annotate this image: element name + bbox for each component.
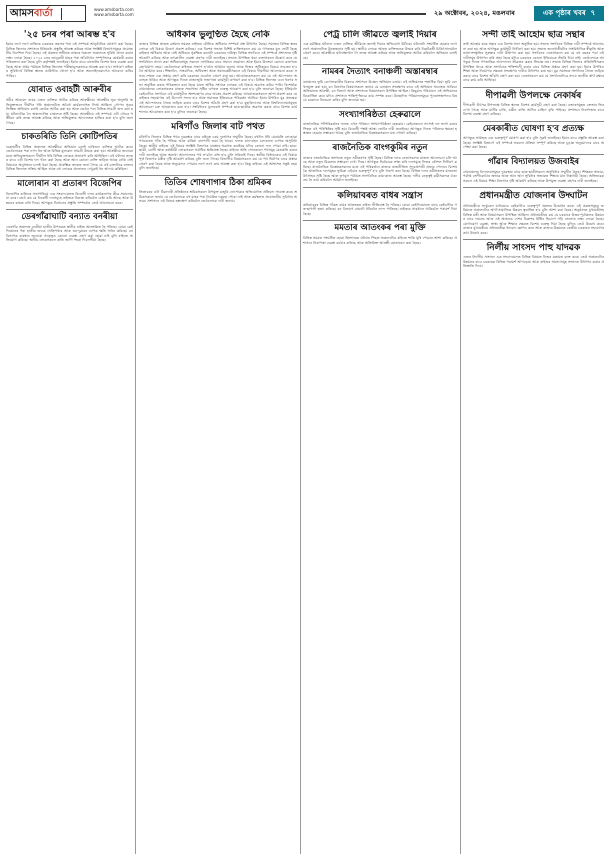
article-divider xyxy=(139,175,297,176)
article xyxy=(139,122,297,170)
article-body: গ্ৰাম্যাঞ্চলৰ বিদ্যালয়সমূহৰ দুৰৱস্থাৰ বাবে ছাত্ৰ-ছাত্ৰীসকলে অসুবিধাৰ সন্মুখীন হৈছে। শিক্ষকৰ অভাৱ, পৰ্যাপ্ত শ্ৰেণীকোঠাৰ অভাৱ আৰু আন আন সুবিধাৰ অভাৱত শিক্ষাৰ মান নিম্নগামী হৈছে। অভিভাৱকসকলে এই বিষয়ে শিক্ষা বিভাগৰ দৃষ্টি আকৰ্ষণ কৰিছে আৰু উপযুক্ত ব্যৱস্থা গ্ৰহণৰ দাবী জনাইছে। xyxy=(463,169,604,183)
article-body: ৰাজ্যৰ ৰাজনৈতিক অংগনত নতুন সমীকৰণৰ সৃষ্টি হৈছে। বিভিন্ন দলৰ নেতাসকলৰ মাজত আলোচনা চলি আছে আৰু নতুন মিত্ৰতাৰ সম্ভাৱনা দেখা দিছে। আগন্তুক নিৰ্বাচনক লক্ষ্য কৰি দলসমূহে নিজৰ কৌশল নিৰ্ধাৰণ কৰিছে। ৰাজনৈতিক বিশ্লেষকসকলৰ মতে এই পৰিৱৰ্তনে ৰাজ্যৰ ৰাজনীতিত সুদূৰপ্ৰসাৰী প্ৰভাৱ পেলাব। বিশেষকৈ আঞ্চলিক দলসমূহৰ ভূমিকা এইবাৰ গুৰুত্বপূৰ্ণ হ'ব বুলি ধাৰণা কৰা হৈছে। বিভিন্ন দলৰ কৰ্মীসকলৰ মাজতো উৎসাহৰ সৃষ্টি হৈছে আৰু তৃণমূল পৰ্যায়ত সাংগঠনিক কাম-কাজ আৰম্ভ হৈছে। দলীয় নেতৃত্বই কৰ্মীসকলক ঐক্যবদ্ধ হৈ কাম কৰিবলৈ আহ্বান জনাইছে। xyxy=(303,155,457,183)
article-headline[interactable]: অধিকাৰ ভুলুণ্ঠিত হৈছে নেকি xyxy=(166,30,270,40)
article-headline[interactable]: ৰাজনৈতিক বাংগকুমিৰ নতুন xyxy=(332,142,428,153)
article-headline[interactable]: নামৰৰ দৈত্যাৎ বনাঞ্চলী অস্তাৰম্বাৰ xyxy=(322,67,438,78)
article-body: ইয়াৰ লগে লগে ৰাজ্যিক চৰকাৰৰ তৰফৰ পৰা এই সম্পৰ্কে আনুষ্ঠানিক ঘোষণা কৰা হৈছে। বিভিন্ন জিলাৰ প্ৰশাসনে ইতিমধ্যে প্ৰস্তুতি আৰম্ভ কৰিছে আৰু সংশ্লিষ্ট বিভাগসমূহক প্ৰয়োজনীয় নিৰ্দেশনা দিয়া হৈছে। এই প্ৰকল্পৰ অধীনত ৰাজ্যৰ সকলো অঞ্চলতে সুবিধা প্ৰদান কৰাৰ লক্ষ্য লোৱা হৈছে। ২০২৫ চনৰ জানুৱাৰী মাহৰ পৰা আঁচনিখন সম্পূৰ্ণভাৱে কাৰ্যকৰী কৰাৰ পৰিকল্পনা কৰা হৈছে বুলি কৰ্তৃপক্ষই জনাইছে। ইয়াৰ বাবে বাজেটত বিশেষ ধনৰ ব্যৱস্থা কৰা হৈছে আৰু প্ৰথম পৰ্যায়ত বিভিন্ন জিলাত পৰীক্ষামূলকভাৱে আৰম্ভ কৰা হ'ব। সাধাৰণ ৰাইজৰ সুবিধাৰ্থে বিভিন্ন স্থানত কাউণ্টাৰ খোলা হ'ব আৰু অনলাইনযোগেও আবেদন কৰিব পাৰিব। xyxy=(6,42,133,78)
article-body: মৰিগাঁও জিলাৰ বিভিন্ন পথৰ দুৰৱস্থাৰ বাবে ৰাইজে চৰম দুৰ্ভোগৰ সন্মুখীন হৈছে। বহুদিন ধৰি মেৰামতি নোহোৱা পথবোৰত গাঁত হৈ পৰিছে আৰু বাৰিষা বানপানী জমা হৈ থাকে। ফলত যান-বাহন চলাচলত ব্যাপক অসুবিধা হৈছে। স্থানীয় ৰাইজে এই বিষয়ে সংশ্লিষ্ট বিভাগক বাৰম্বাৰ অৱগত কৰাইছে যদিও কোনো ফল পোৱা নাই। ছাত্ৰ-ছাত্ৰী, ৰোগী আৰু কৰ্মজীৱী লোকসকল সৰ্বাধিক ক্ষতিগ্ৰস্ত হৈছে। ৰাইজে অতি সোনকালে পথসমূহ মেৰামতি কৰাৰ দাবী জনাইছে আৰু অন্যথা আন্দোলনৰ পথ ল'বলৈ বাধ্য হ'ব বুলি সকিয়াই দিছে। স্থানীয় বিধায়কেও এই বিষয়ে পূৰ্ত বিভাগৰ মন্ত্ৰীৰ দৃষ্টি আকৰ্ষণ কৰিছে বুলি জনা গৈছে। বিভাগীয় বিষয়াসকলে কয় যে পথ নিৰ্মাণৰ বাবে প্ৰস্তাৱ প্ৰেৰণ কৰা হৈছে আৰু অনুমোদন পোৱাৰ লগে লগে কাম আৰম্ভ কৰা হ'ব। কিন্তু ৰাইজে এই আশ্বাসত সন্তুষ্ট নহয় বুলি জনাইছে। xyxy=(139,134,297,171)
article xyxy=(303,191,457,217)
article-divider xyxy=(463,154,604,155)
article xyxy=(6,180,133,205)
newspaper-logo[interactable] xyxy=(6,5,86,22)
column-4 xyxy=(463,30,604,854)
article-headline[interactable]: সন্দী তাই আহোম ছাত্ৰ সন্থাৰ xyxy=(482,30,585,40)
article xyxy=(6,30,133,78)
article xyxy=(463,30,604,83)
article-body: কলিয়াবৰৰ বিভিন্ন গাঁৱত বাঘৰ আতংকত ৰাইজ ভীতিগ্ৰস্ত হৈ পৰিছে। যোৱা কেইদিনমানত বাঘে কেইবাটাও গৰু-ছাগলী হত্যা কৰিছে। বন বিভাগে বাঘটো ধৰিবলৈ ফান্দ পাতিছে। ৰাইজক সাৱধানে থাকিবলৈ পৰামৰ্শ দিয়া হৈছে। xyxy=(303,202,457,216)
article-body: বিভিন্ন সময়ত সংঘটিত হোৱা হিংসাত্মক ঘটনাৰ পিছত অঞ্চলটোৰ ৰাইজে শান্তি ঘূৰি পোৱাৰ আশা কৰিছে। প্ৰশাসনে নিৰাপত্তা ব্যৱস্থা কঠোৰ কৰিছে আৰু অতিৰিক্ত আৰক্ষী মোতায়েন কৰা হৈছে। xyxy=(303,236,457,245)
column-1 xyxy=(6,30,133,854)
article xyxy=(303,224,457,245)
column-divider xyxy=(300,30,301,854)
column-divider xyxy=(135,30,136,854)
article xyxy=(463,191,604,235)
article-body: সমীৰ আহমেদ নামৰ এজন ব্যক্তিক আটক কৰিছে আৰক্ষীয়ে। আৰক্ষীৰ সূত্ৰ অনুসৰি অভিযুক্তজনে দীৰ্ঘদিন ধৰি অঞ্চলটোত অবৈধ কাৰ্যকলাপত লিপ্ত আছিল। গোপন সূত্ৰৰ ভিত্তিত অভিযান চলাই তেওঁক আটক কৰা হয় আৰু তেওঁৰ পৰা বিভিন্ন সামগ্ৰী জব্দ কৰা হয়। ঘটনাটোক লৈ অঞ্চলটোত চাঞ্চল্যৰ সৃষ্টি হৈছে। আৰক্ষীয়ে এই সম্পৰ্কে এটা গোচৰ পঞ্জীয়ন কৰি তদন্ত আৰম্ভ কৰিছে আৰু অভিযুক্তক আদালতত হাজিৰ কৰা হ'ব বুলি জনা গৈছে। xyxy=(6,98,133,125)
article-body: বিজেপিৰ ৰাজ্যিক সভাপতিয়ে এক সংবাদমেলত বিৰোধী দলৰ কাৰ্যকলাপৰ তীব্ৰ সমালোচনা কৰে। তেওঁ কয় যে বিৰোধী দলসমূহে ৰাইজক বিভ্ৰান্ত কৰিবলৈ চেষ্টা কৰি আছে আৰু উন্নয়নৰ কামত বাধা দিছে। আগন্তুক নিৰ্বাচনৰ প্ৰস্তুতি সম্পৰ্কেও তেওঁ আলোচনা কৰে। xyxy=(6,191,133,205)
article-headline[interactable]: নিৰ্লীয় সাংসদ পাহু যাদৱক xyxy=(486,243,581,254)
page-label-box xyxy=(534,6,604,21)
dateline: ২৯ অক্টোবৰ, ২০২৪, মঙলবাৰ xyxy=(434,9,515,17)
article-headline[interactable]: ডেৰগাঁৱাঘাটি বন্যাত বনৰীয়া xyxy=(21,212,118,223)
article-headline[interactable]: তিতিৰ শোষণাগাৰ ঠিকা শ্ৰমিকৰ xyxy=(164,177,272,188)
article-body: এজন নিৰ্দলীয় সাংসদে এক সংবাদমেলত বিভিন্ন বিষয়ত নিজৰ মতামত ব্যক্ত কৰে। তেওঁ অঞ্চলটোৰ উন্নয়নৰ বাবে চৰকাৰক বিভিন্ন পৰামৰ্শ আগবঢ়ায় আৰু ৰাইজৰ সমস্যাসমূহ সংসদত উত্থাপন কৰাৰ প্ৰতিশ্ৰুতি দিয়ে। xyxy=(463,255,604,269)
article-headline[interactable]: '২৫ চনৰ পৰা আৰম্ভ হ'ব xyxy=(23,30,116,40)
article-headline[interactable]: পেট্ৰ চালি জীৱতে জ্বলাই দিয়াৰ xyxy=(323,30,437,40)
article xyxy=(303,144,457,183)
article xyxy=(463,125,604,150)
article-headline[interactable]: গাঁৱাৰ বিদ্যালয়ত উজবাইৰ xyxy=(487,156,580,167)
article-headline[interactable]: মমতাৰ আতংকৰ পৰা মুক্তি xyxy=(334,223,426,234)
article-headline[interactable]: দীপাৱলী উপলক্ষে নেকাৰ্ষৰ xyxy=(485,90,582,101)
article-body: তাই আহোম ছাত্ৰ সন্থাৰ এক বিশেষ সভা অনুষ্ঠিত হয়। সভাত সংগঠনৰ বিভিন্ন দাবী সম্পৰ্কে আলোচনা কৰা হয় আৰু আগন্তুক কাৰ্যসূচী নিৰ্ধাৰণ কৰা হয়। সভাত জনগোষ্ঠীটোৰ সাংবিধানিক স্বীকৃতি আৰু ভাষা-সংস্কৃতিৰ সুৰক্ষাৰ দাবী উত্থাপন কৰা হয়। সংগঠনৰ নেতাসকলে কয় যে বহু বছৰৰ পৰা এই দাবীসমূহ উত্থাপন কৰি অহা হৈছে যদিও চৰকাৰে কোনো ইতিবাচক সঁহাৰি দিয়া নাই। তেওঁলোকে আগন্তুক দিনত গণতান্ত্ৰিক আন্দোলন তীব্ৰতৰ কৰাৰ সিদ্ধান্ত লয়। সভাত বিভিন্ন জিলাৰ প্ৰতিনিধিসকল উপস্থিত থাকে আৰু সংগঠনক শক্তিশালী কৰাৰ বাবে বিভিন্ন প্ৰস্তাৱ গ্ৰহণ কৰা হয়। ইয়াৰ উপৰিও শিক্ষা আৰু নিয়োগৰ ক্ষেত্ৰত সংৰক্ষণৰ দাবীও উত্থাপন কৰা হয়। যুৱ সমাজক সংগঠনৰ সৈতে জড়িত কৰাৰ বাবে বিশেষ আঁচনি গ্ৰহণ কৰা হয়। নেতাসকলে কয় যে সংগঠনটোৱে সদায় জাতীয় স্বাৰ্থ ৰক্ষাৰ বাবে কাম কৰি আহিছে। xyxy=(463,42,604,83)
web-address[interactable] xyxy=(94,7,134,17)
column-2 xyxy=(139,30,297,854)
masthead-rule xyxy=(166,13,426,15)
article xyxy=(463,91,604,117)
column-divider xyxy=(460,30,461,854)
article-body: ৰাজনৈতিক পটপৰিৱৰ্তনৰ ফলত এখন পৰিষদে সংখ্যাগৰিষ্ঠতা হেৰুৱায়। কেইবাজনো সদস্যই দল ত্যাগ কৰাৰ পিছত এই পৰিস্থিতিৰ সৃষ্টি হয়। বিৰোধী পক্ষই আস্থা ভোটৰ দাবী জনাইছে। আগন্তুক দিনত পৰিষদৰ ক্ষমতা হস্তান্তৰ হোৱাৰ সম্ভাৱনা আছে বুলি ৰাজনৈতিক বিশ্লেষকসকলে মত পোষণ কৰিছে। xyxy=(303,122,457,136)
article-divider xyxy=(463,87,604,88)
article-headline[interactable]: সংখ্যাগৰিষ্ঠতা হেৰুৱালে xyxy=(339,109,421,120)
article-headline[interactable]: মৰিগাঁও জিলাৰ বাট পথত xyxy=(171,122,265,133)
article xyxy=(303,111,457,136)
article-divider xyxy=(139,118,297,119)
article-divider xyxy=(303,140,457,141)
article-body: প্ৰধানমন্ত্ৰীয়ে ভাৰ্চুৱেল মাধ্যমেৰে কেইবাটাও গুৰুত্বপূৰ্ণ প্ৰকল্পৰ উদ্বোধন কৰে। এই প্ৰকল্পসমূহৰ জৰিয়তে অঞ্চলটোৰ আৰ্থ-সামাজিক উন্নয়ন ত্বৰান্বিত হ'ব বুলি আশা কৰা হৈছে। অনুষ্ঠানত মুখ্যমন্ত্ৰীসহ বিভিন্ন মন্ত্ৰী আৰু বিষয়াসকল উপস্থিত আছিল। প্ৰধানমন্ত্ৰীয়ে কয় যে চৰকাৰে উত্তৰ-পূৰ্বাঞ্চলৰ উন্নয়নৰ বাবে দায়বদ্ধ আৰু এই অঞ্চলক দেশৰ বিকাশৰ ইঞ্জিন হিচাপে গঢ়ি তোলাৰ লক্ষ্য লোৱা হৈছে। যোগাযোগ ব্যৱস্থা, স্বাস্থ্য আৰু শিক্ষাৰ ক্ষেত্ৰত বিশেষ গুৰুত্ব দিয়া হৈছে বুলিও তেওঁ উল্লেখ কৰে। ৰাজ্যৰ মুখ্যমন্ত্ৰীয়ে প্ৰধানমন্ত্ৰীক ধন্যবাদ জ্ঞাপন কৰে আৰু ৰাজ্যৰ উন্নয়নত কেন্দ্ৰীয় চৰকাৰৰ সহযোগৰ কথা উল্লেখ কৰে। xyxy=(463,203,604,235)
article-body: আগন্তুক সপ্তাহত এক গুৰুত্বপূৰ্ণ ঘোষণা কৰা হ'ব বুলি সূত্ৰই জনাইছে। ইয়াৰ বাবে প্ৰস্তুতি আৰম্ভ কৰা হৈছে। সংশ্লিষ্ট বিভাগে এই সম্পৰ্কে সকলো প্ৰক্ৰিয়া সম্পূৰ্ণ কৰিছে আৰু চূড়ান্ত অনুমোদনৰ বাবে অপেক্ষা কৰা হৈছে। xyxy=(463,136,604,150)
article-divider xyxy=(463,239,604,240)
logo-text: আমস xyxy=(10,8,34,19)
article xyxy=(6,86,133,125)
article xyxy=(463,158,604,183)
article-headline[interactable]: চাকতৰিতি তিনি কোটিপতিৰ xyxy=(21,132,118,143)
article-body: বনাঞ্চলৰ ভূমি বেদখলকাৰীৰ বিৰুদ্ধে প্ৰশাসনে উচ্ছেদ অভিযান চলায়। এই অভিযানত শতাধিক বিঘা ভূমি বেদখলমুক্ত কৰা হয়। বন বিভাগৰ বিষয়াসকলে জনায় যে বনাঞ্চল সংৰক্ষণৰ বাবে এই অভিযান অব্যাহত থাকিব। অভিযানত আৰক্ষী, বন বিভাগ আৰু প্ৰশাসনৰ বিষয়াসকল উপস্থিত আছিল। কিছুমান পৰিয়ালে এই অভিযানৰ বিৰোধিতা কৰে যদিও প্ৰশাসনে শান্তিপূৰ্ণভাৱে কাম সম্পন্ন কৰে। উচ্ছেদিত পৰিয়ালসমূহক পুনৰসংস্থাপনৰ বিষয়ে চৰকাৰে বিবেচনা কৰিব বুলি জনোৱা হয়। xyxy=(303,80,457,103)
article-body: ৰাজ্যৰ বিভিন্ন প্ৰান্তত বৰ্তমান সময়ত ৰাইজৰ মৌলিক অধিকাৰ সম্পৰ্কে প্ৰশ্ন উত্থাপন হৈছে। সমাজৰ বিভিন্ন স্তৰৰ লোকে এই বিষয়ে উদ্বেগ প্ৰকাশ কৰিছে। এক বিশেষ সভাত বিশিষ্ট ব্যক্তিসকলে কয় যে গণতন্ত্ৰৰ মূল ভেটি হৈছে ৰাইজৰ অধিকাৰ আৰু সেই অধিকাৰ সুৰক্ষিত কৰাটো চৰকাৰৰ দায়িত্ব। বিভিন্ন সংগঠনে এই সম্পৰ্কে প্ৰশাসনৰ দৃষ্টি আকৰ্ষণ কৰিছে আৰু তৎকালীন ব্যৱস্থা গ্ৰহণৰ দাবী জনাইছে। সভাত উপস্থিত থকা বক্তাসকলে উল্লেখ কৰে যে সংবিধানে প্ৰদান কৰা অধিকাৰসমূহ সকলো নাগৰিকৰ বাবে সমানে প্ৰযোজ্য আৰু ইয়াৰ উলংঘা কোনো কাৰণতে গ্ৰহণযোগ্য নহয়। তেওঁলোকে ৰাইজক সজাগ হ'বলৈ আহ্বান জনায় আৰু নিজৰ অধিকাৰৰ বিষয়ে সচেতন হ'বলৈ আহ্বান কৰে। শিক্ষাবিদ, সাংবাদিক, অধিবক্তা আৰু সমাজকৰ্মীসকলে এই বিষয়ে দীঘলীয়া আলোচনা কৰে। সভাৰ শেষত এক প্ৰস্তাৱ গ্ৰহণ কৰি চৰকাৰৰ ওচৰলৈ প্ৰেৰণ কৰা হয়। আয়োজকসকলে কয় যে এই আন্দোলন অব্যাহত থাকিব আৰু আগন্তুক দিনত ৰাজ্যজুৰি সজাগতা কাৰ্যসূচী ৰূপায়ণ কৰা হ'ব। বিভিন্ন জিলাত এনে ধৰণৰ সভা অনুষ্ঠিত কৰাৰ পৰিকল্পনা কৰা হৈছে যাতে অধিক সংখ্যক লোকক এই বিষয়ে অৱগত কৰিব পাৰি। বিশেষকৈ গ্ৰাম্যাঞ্চলৰ লোকসকলৰ মাজত সজাগতা সৃষ্টিৰ ওপৰত গুৰুত্ব আৰোপ কৰা হ'ব বুলি জনোৱা হৈছে। ইতিমধ্যে কেইবাটাও সংগঠনে এই কাৰ্যসূচীত অংশগ্ৰহণৰ বাবে আগ্ৰহ প্ৰকাশ কৰিছে। আয়োজকসকলে আশা প্ৰকাশ কৰে যে ৰাইজৰ সহযোগত এই উদ্যোগ সফল হ'ব আৰু সমাজত ইতিবাচক পৰিৱৰ্তন আনিব। ইয়াৰ উপৰিও যুৱ প্ৰজন্মক এই আন্দোলনৰ সৈতে জড়িত কৰাৰ বাবে বিশেষ আঁচনি গ্ৰহণ কৰা হ'ব। মহাবিদ্যালয় আৰু বিশ্ববিদ্যালয়সমূহত আলোচনা চক্ৰ আয়োজন কৰা হ'ব। সংবিধানৰ মূল্যবোধ সম্পৰ্কে ছাত্ৰ-ছাত্ৰীক অৱগত কৰাৰ বাবে বিশেষ কাৰ্যশালাৰ আয়োজন কৰা হ'ব বুলিও জনোৱা হৈছে। xyxy=(139,42,297,114)
column-3 xyxy=(303,30,457,854)
article-divider xyxy=(303,220,457,221)
article-divider xyxy=(303,107,457,108)
article-divider xyxy=(6,129,133,130)
article-divider xyxy=(463,121,604,122)
article-headline[interactable]: মালোৰান বা প্ৰতাৰণ বিজেপিৰ xyxy=(17,178,122,189)
web-address-line2: www.amsbarta.com xyxy=(94,12,134,17)
article-body: এক মৰ্মান্তিক ঘটনাত এজন ব্যক্তিক জীৱিতে জ্বলাই দিয়াৰ অভিযোগ উঠিছে। ঘটনাটো সংঘটিত হোৱাৰ লগে লগে অঞ্চলটোত উত্তেজনাৰ সৃষ্টি হয়। স্থানীয় লোকে আহত ব্যক্তিজনক উদ্ধাৰ কৰি নিকটৱৰ্তী চিকিৎসালয়লৈ প্ৰেৰণ কৰে। আৰক্ষীয়ে ঘটনাস্থললৈ গৈ তদন্ত আৰম্ভ কৰিছে আৰু অভিযুক্তক আটক কৰিবলৈ অভিযান চলাইছে। xyxy=(303,42,457,60)
article-divider xyxy=(6,176,133,177)
article-body: ডেৰগাঁৱ অঞ্চলত বনৰীয়া হাতীৰ উপদ্ৰৱত স্থানীয় ৰাইজ আতংকিত হৈ পৰিছে। যোৱা কেইদিনমানৰ পৰা হাতীৰ জাকে খেতিপথাৰ আৰু ঘৰ-দুৱাৰৰ ব্যাপক ক্ষতি সাধন কৰিছে। বন বিভাগক বাৰম্বাৰ জনোৱা সত্ত্বেও কোনো ব্যৱস্থা গ্ৰহণ কৰা হোৱা নাই বুলি ৰাইজে অভিযোগ কৰিছে। স্থানীয় লোকসকলে ৰাতি জাগি পহৰা দিবলগীয়া হৈছে। xyxy=(6,224,133,243)
web-address-line1: www.amsbarta.com xyxy=(94,7,134,12)
article-divider xyxy=(303,187,457,188)
article-headline[interactable]: কলিয়াবৰত বাধৰ সন্ত্ৰাস xyxy=(337,190,423,201)
article xyxy=(6,133,133,172)
article xyxy=(303,68,457,102)
article-headline[interactable]: প্ৰধানমন্ত্ৰীত যোজনাৰ উদ্ঘাটন xyxy=(479,191,588,202)
page-number: ৭ xyxy=(590,9,596,17)
article xyxy=(6,213,133,243)
article-body: দীপাৱলী উৎসৱ উপলক্ষে বিভিন্ন স্থানত বিশেষ কাৰ্যসূচী গ্ৰহণ কৰা হৈছে। বজাৰসমূহত ক্ৰেতাৰ ভিৰ দেখা গৈছে আৰু মাটিৰ চাকি, ৰঙীন বাতি আদিৰ চাহিদা বৃদ্ধি পাইছে। প্ৰশাসনে নিৰাপত্তাৰ বাবে বিশেষ ব্যৱস্থা গ্ৰহণ কৰিছে। xyxy=(463,103,604,117)
page-label: এক পৃষ্ঠাৰ খবৰ xyxy=(542,9,586,17)
article-body: তিতাবৰৰ এটা ঠিকাদাৰী প্ৰতিষ্ঠানৰ শ্ৰমিকসকলে উপযুক্ত মজুৰি নোপোৱাৰ অভিযোগত প্ৰতিবাদ সাব্যস্ত কৰে। শ্ৰমিকসকলে জনায় যে তেওঁলোকে বহু মাহৰ পৰা নিয়মিত দৰমহা পোৱা নাই আৰু কৰ্মস্থলত প্ৰয়োজনীয় সুবিধাৰ অভাৱ। প্ৰশাসনে এই বিষয়ে হস্তক্ষেপ কৰিবলৈ তেওঁলোকে দাবী জনায়। xyxy=(139,190,297,204)
article xyxy=(303,30,457,60)
logo-divider xyxy=(61,8,62,20)
article-body: গুৱাহাটীৰ বিভিন্ন অঞ্চলত আৰক্ষীয়ে অভিযান চলাই চাৰিজন ব্যক্তিক আটক কৰে। তেওঁলোকৰ পৰা নগদ ধন আৰু বিভিন্ন মূল্যৱান সামগ্ৰী উদ্ধাৰ কৰা হয়। আৰক্ষীয়ে জনোৱা মতে অভিযুক্তসকলে দীৰ্ঘদিন ধৰি বিভিন্ন লোকক প্ৰতাৰণা কৰি আহিছিল। এই ঘটনাৰ তদন্তৰ বাবে এটা বিশেষ দল গঠন কৰা হৈছে আৰু আন কোনো ব্যক্তি জড়িত আছে নেকি সেই বিষয়েও অনুসন্ধান চলাই থকা হৈছে। প্ৰাৰম্ভিক তদন্তত জনা গৈছে যে এই চক্ৰটোৱে ৰাজ্যৰ বিভিন্ন জিলাত সক্ৰিয় আছিল আৰু বহু লোকক প্ৰলোভন দেখুৱাই ধন আদায় কৰিছিল। xyxy=(6,144,133,172)
article xyxy=(463,243,604,269)
article-headline[interactable]: মেৰকাৰীত ঘোষণা হ'ব প্ৰত্যক্ষ xyxy=(482,123,585,134)
article-divider xyxy=(6,82,133,83)
article-divider xyxy=(463,187,604,188)
article-divider xyxy=(303,64,457,65)
article xyxy=(139,179,297,204)
article xyxy=(139,30,297,114)
article-headline[interactable]: যোৰাত ওবাহটী আৰুবীৰ xyxy=(27,85,112,96)
masthead xyxy=(6,5,604,22)
logo-accent: বার্তা xyxy=(33,8,53,19)
article-divider xyxy=(6,209,133,210)
